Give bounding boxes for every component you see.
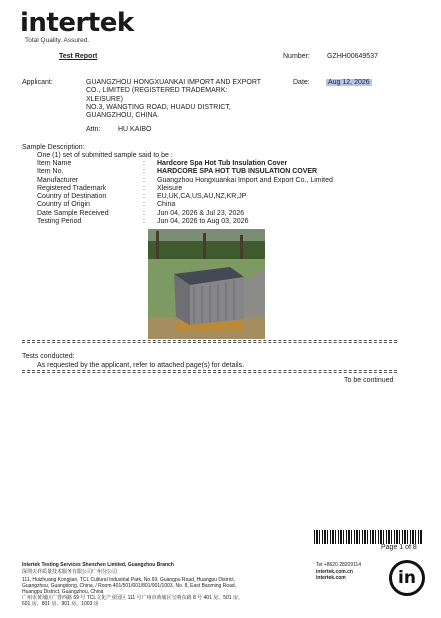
continued-note: To be continued (344, 377, 394, 384)
sample-row (37, 210, 417, 218)
sample-intro: One (1) set of submitted sample said to be : (37, 152, 173, 159)
footer-address-line: 111, Huizhuang Kongjian, TCL Cultural Industrial Park, No.69, Guangpu Road, Huangpu District, (22, 577, 235, 583)
row-colon: : (143, 176, 145, 184)
tests-text: As requested by the applicant, refer to attached page(s) for details. (37, 362, 245, 369)
report-title: Test Report (59, 53, 98, 60)
footer-tel: Tel +8620 28209114 (316, 562, 362, 568)
logo-tagline: Total Quality. Assured. (25, 37, 90, 44)
footer-address-line: 广州市黄埔区广普西路 69 号 TCL文化产业园区 111 号广州市黄埔区宝明东路 8 号 401 房、501 房、 (22, 595, 243, 601)
sample-row (37, 193, 417, 201)
applicant-line: XLEISURE) (86, 95, 123, 103)
sample-row (37, 218, 417, 226)
page-number: Page 1 of 8 (381, 544, 417, 551)
row-value: Jun 04, 2026 & Jul 23, 2026 (157, 209, 245, 217)
footer-company-cn: 深圳天祥质量技术服务有限公司广州分公司 (22, 569, 118, 575)
attn-label: Attn: (86, 126, 101, 133)
footer-address (22, 577, 292, 607)
barcode (314, 530, 422, 544)
row-colon: : (143, 184, 145, 192)
row-value: EU,UK,CA,US,AU,NZ,KR,JP (157, 193, 247, 201)
row-label: Item Name (37, 160, 72, 167)
row-value: Jun 04, 2026 to Aug 03, 2026 (157, 218, 249, 226)
sample-row (37, 177, 417, 185)
date-label: Date: (293, 79, 310, 86)
row-value: HARDCORE SPA HOT TUB INSULATION COVER (157, 168, 318, 176)
row-colon: : (143, 218, 145, 226)
applicant-block (86, 79, 286, 120)
row-value: China (157, 201, 176, 209)
sample-photo (148, 229, 265, 339)
row-value: Guangzhou Hongxuankai Import and Export Co., Limited (157, 176, 333, 184)
row-value: Xleisure (157, 184, 183, 192)
row-colon: : (143, 209, 145, 217)
applicant-line: GUANGZHOU, CHINA. (86, 112, 160, 120)
row-label: Registered Trademark (37, 184, 107, 192)
footer-company: Intertek Testing Services Shenzhen Limited, Guangzhou Branch (22, 562, 174, 568)
applicant-label: Applicant: (22, 79, 53, 86)
number-label: Number: (283, 53, 310, 60)
intertek-badge-icon: in (389, 560, 425, 596)
row-colon: : (143, 193, 145, 201)
applicant-line: CO., LIMITED (REGISTERED TRADEMARK: (86, 87, 228, 95)
attn-value: HU KAIBO (118, 126, 152, 133)
sample-row (37, 201, 417, 209)
number-value: GZHH00649537 (327, 53, 378, 60)
row-label: Item No. (37, 168, 64, 176)
divider (22, 340, 397, 341)
footer-address-line: Guangzhou, Guangdong, China. / Room 401/501/601/801/901/1003, No. 8, East Baoming Road, (22, 583, 237, 589)
footer-web-cn: intertek.com.cn (316, 569, 353, 575)
row-value: Hardcore Spa Hot Tub Insulation Cover (157, 160, 288, 167)
row-colon: : (143, 168, 145, 176)
applicant-line: GUANGZHOU HONGXUANKAI IMPORT AND EXPORT (86, 79, 262, 86)
row-label: Country of Destination (37, 193, 107, 201)
row-label: Date Sample Received (37, 209, 109, 217)
sample-row (37, 168, 417, 176)
footer-address-line: Huangpu District, Guangzhou, China (22, 589, 104, 595)
divider (22, 370, 397, 371)
row-label: Manufacturer (37, 176, 79, 184)
sample-row (37, 160, 417, 168)
date-value: Aug 12, 2026 (328, 79, 370, 86)
sample-row (37, 185, 417, 193)
row-colon: : (143, 160, 145, 167)
footer-address-line: 601 房、801 房、901 房、1003 房 (22, 601, 99, 607)
divider (22, 372, 397, 373)
divider (22, 342, 397, 343)
sample-heading: Sample Description: (22, 144, 85, 151)
tests-heading: Tests conducted: (22, 353, 75, 360)
row-label: Testing Period (37, 218, 82, 226)
applicant-line: NO.3, WANGTING ROAD, HUADU DISTRICT, (86, 103, 231, 111)
sample-table (37, 160, 417, 226)
footer-web: intertek.com (316, 575, 346, 581)
row-colon: : (143, 201, 145, 209)
intertek-logo: intertek (20, 8, 134, 38)
row-label: Country of Origin (37, 201, 90, 209)
